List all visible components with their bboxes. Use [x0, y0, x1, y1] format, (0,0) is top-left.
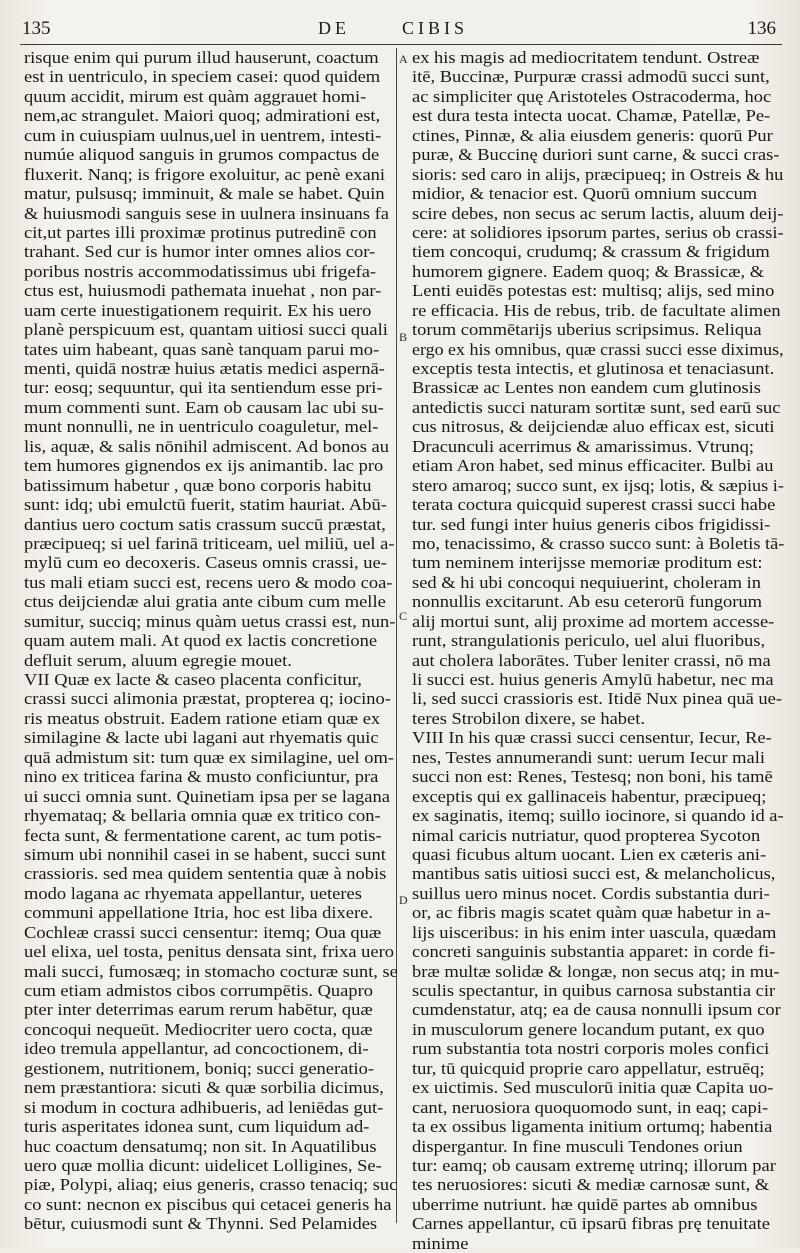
text-line: ac simpliciter quę Aristoteles Ostracoderma, hoc [412, 86, 772, 106]
text-line: mo, tenacissimo, & crasso succo sunt: à Boletis tā- [412, 533, 785, 553]
text-line: exceptis qui ex gallinaceis habentur, præcipueq; [412, 786, 767, 806]
text-line: nem præstantiora: sicuti & quæ sorbilia dicimus, [24, 1078, 384, 1098]
text-line: tus mali etiam succi est, recens uero & modo coa- [24, 572, 393, 592]
text-line: li, sed succi crassioris est. Itidē Nux pinea quā ue- [412, 689, 783, 709]
text-line: ctines, Pinnæ, & alia eiusdem generis: quorū Pur [412, 125, 773, 145]
text-line: mylū cum eo decoxeris. Caseus omnis crassi, ue- [24, 553, 387, 573]
text-line: re efficacia. His de rebus, trib. de facultate alimen [412, 300, 781, 320]
text-line: VII Quæ ex lacte & caseo placenta conficitur, [24, 670, 362, 689]
text-line: nes, Testes annumerandi sunt: uerum Iecur mali [412, 747, 765, 767]
section-marker-b: B [399, 330, 408, 344]
text-line: tur, tū quicquid proprie caro appellatur, estruēq; [412, 1058, 765, 1078]
text-line: mali succi, fumosæq; in stomacho cocturæ sunt, se [24, 961, 398, 981]
text-line: Cochleæ crassi succi censentur: itemq; Oua quæ [24, 922, 382, 942]
text-line: uberrime nutriunt. hæ quidē partes ab omnibus [412, 1194, 758, 1214]
right-text-column [412, 48, 784, 1253]
page-number-left: 135 [22, 18, 51, 39]
text-line: succi non est: Renes, Testesq; non boni, his tamē [412, 767, 773, 787]
text-line: runt, strangulationis periculo, uel alui fluoribus, [412, 631, 766, 651]
text-line: suillus uero minus nocet. Cordis substantia duri- [412, 883, 770, 903]
text-line: rhyemataq; & bellaria omnia quæ ex tritico con- [24, 806, 381, 826]
text-line: tem humores gignendos ex ijs animantib. lac pro [24, 456, 384, 476]
text-line: cum etiam admistos cibos corrumpētis. Quapro [24, 981, 374, 1000]
text-line: defluit serum, aluum egregie mouet. [24, 650, 292, 670]
text-line: sumitur, succiq; minus quàm uetus crassi est, nun- [24, 611, 396, 631]
text-line: VIII In his quæ crassi succi censentur, Iecur, Re- [412, 728, 772, 748]
text-line: nonnullis excitarunt. Ab esu ceterorū fungorum [412, 592, 763, 612]
text-line: ex uictimis. Sed musculorū initia quæ Capita uo- [412, 1078, 774, 1098]
text-line: fecta sunt, & fermentatione carent, ac tum potis- [24, 825, 382, 845]
section-marker-d: D [399, 893, 408, 907]
text-line: tates uim habeant, quas sanè tanquam parui mo- [24, 339, 380, 359]
text-line: cum in cuiuspiam uulnus,uel in uentrem, intesti- [24, 125, 382, 145]
text-line: est in uentriculo, in speciem casei: quod quidem [24, 67, 381, 87]
text-line: in musculorum genere locandum putant, ex quo [412, 1019, 765, 1039]
text-line: stero amaroq; succo sunt, ex ijsq; lotis, & sæpius i- [412, 475, 784, 495]
text-line: lis, aquæ, & salis nōnihil admiscent. Ad bonos au [24, 436, 389, 456]
text-line: aut cholera laborātes. Tuber leniter crassi, nō ma [412, 650, 771, 670]
text-line: ui succi omnia sunt. Quinetiam ipsa per se lagana [24, 786, 390, 806]
text-line: lijs uisceribus: in his enim inter uascula, quædam [412, 922, 777, 942]
text-line: numúe aliquod sanguis in grumos compactus de [24, 145, 380, 165]
text-line: ris meatus obstruit. Eadem ratione etiam quæ ex [24, 708, 381, 728]
text-line: quā admistum sit: tum quæ ex similagine, uel om- [24, 747, 395, 767]
text-line: ctus deijciendæ alui gratia ante cibum cum melle [24, 592, 386, 612]
text-line: sculis spectantur, in quibus carnosa substantia cir [412, 981, 776, 1000]
text-line: teres Strobilon dixere, se habet. [412, 708, 645, 728]
text-line: cere: at solidiores ipsorum partes, serius ob crassi- [412, 222, 784, 242]
text-line: præcipueq; si uel farinā triticeam, uel miliū, uel a- [24, 533, 395, 553]
text-line: fluxerit. Nanq; is frigore exoluitur, ac penè exani [24, 164, 386, 184]
text-line: piæ, Polypi, aliaq; eius generis, crasso tenaciq; suc [24, 1175, 398, 1195]
text-line: concreti sanguinis substantia apparet: in corde fi- [412, 942, 776, 962]
section-marker-c: C [399, 609, 408, 623]
text-line: bræ multæ solidæ & longæ, non secus atq; in mu- [412, 961, 780, 981]
text-line: si modum in coctura adhibueris, ad leniēdas gut- [24, 1097, 384, 1117]
text-line: uam certe inuestigationem requirit. Ex his uero [24, 300, 372, 320]
text-line: crassi succi alimonia præstat, propterea q; iocino- [24, 689, 391, 709]
text-line: cit,ut partes illi proximæ protinus putredinē con [24, 222, 377, 242]
text-line: minime [412, 1233, 469, 1253]
text-line: antedictis succi naturam sortitæ sunt, sed earū suc [412, 397, 781, 417]
text-line: torum commētarijs uberius scripsimus. Reliqua [412, 320, 762, 340]
text-line: munt nonnulli, ne in uentriculo coaguletur, mel- [24, 417, 379, 437]
text-line: tum neminem interijsse memoriæ proditum est: [412, 553, 763, 573]
text-line: Brassicæ ac Lentes non eandem cum glutinosis [412, 378, 762, 398]
text-line: quasi ficubus altum uocant. Lien ex cæteris ani- [412, 844, 767, 864]
text-line: ergo ex his omnibus, quæ crassi succi esse diximus, [412, 339, 784, 359]
text-line: quum accidit, mirum est quàm aggrauet homi- [24, 86, 367, 106]
text-line: trahant. Sed cur is humor inter omnes alios cor- [24, 242, 376, 262]
text-line: cumdenstatur, atq; ea de causa nonnulli ipsum cor [412, 1000, 781, 1020]
text-line: Lenti euidēs potestas est: multisq; alijs, sed mino [412, 281, 775, 301]
text-line: terata coctura quicquid superest crassi succi habe [412, 495, 776, 515]
text-line: alij mortui sunt, alij proxime ad mortem accesse- [412, 611, 775, 631]
text-line: scire debes, non secus ac serum lactis, aluum deij- [412, 203, 784, 223]
text-line: pter inter deterrimas earum rerum habētur, quæ [24, 1000, 373, 1020]
text-line: dispergantur. In fine musculi Tendones oriun [412, 1136, 743, 1156]
text-line: similagine & lacte ubi lagani aut rhyematis quic [24, 728, 379, 748]
text-line: est dura testa intecta uocat. Chamæ, Patellæ, Pe- [412, 106, 771, 126]
section-marker-a: A [399, 52, 408, 66]
text-line: or, ac fibris magis scatet quàm quæ habetur in a- [412, 903, 771, 923]
text-line: sioris: sed caro in alijs, præcipueq; in Ostreis & hu [412, 164, 784, 184]
text-line: sed & hi ubi concoqui nequiuerint, choleram in [412, 572, 761, 592]
running-header [0, 18, 800, 42]
text-line: ex saginatis, itemq; suillo iocinore, si quando id a- [412, 806, 784, 826]
text-line: cant, neruosiora quoquomodo sunt, in eaq; capi- [412, 1097, 769, 1117]
text-line: puræ, & Buccinę duriori sunt carne, & succi cras- [412, 145, 780, 165]
text-line: etiam Aron habet, sed minus efficaciter. Bulbi au [412, 456, 774, 476]
text-line: exceptis testa intectis, et glutinosa et tenaciasunt. [412, 359, 775, 378]
text-line: tiem concoqui, crudumq; & crassum & frigidum [412, 242, 770, 262]
text-line: tur. sed fungi inter huius generis cibos frigidissi- [412, 514, 771, 534]
text-line: tur: eosq; sequuntur, qui ita sentiendum esse pri- [24, 378, 383, 398]
text-line: planè perspicuum est, quantam uitiosi succi quali [24, 320, 388, 340]
text-line: Dracunculi acerrimus & amarissimus. Vtrunq; [412, 436, 754, 456]
page-number-right: 136 [747, 18, 776, 39]
text-line: crassioris. sed mea quidem sententia quæ à nobis [24, 864, 387, 884]
text-line: uel elixa, uel tosta, penitus densata sint, frixa uero [24, 942, 395, 962]
text-line: gestionem, nutritionem, boniq; succi generatio- [24, 1058, 375, 1078]
text-line: midior, & tenacior est. Quorū omnium succum [412, 184, 758, 204]
text-line: mum commenti sunt. Eam ob causam lac ubi su- [24, 397, 384, 417]
text-line: ideo tremula appellantur, ad concoctionem, di- [24, 1039, 369, 1059]
text-line: simum ubi nonnihil casei in se habent, succi sunt [24, 844, 386, 864]
text-line: nino ex triticea farina & musto conficiuntur, pra [24, 767, 379, 787]
text-line: quam autem mali. At quod ex lactis concretione [24, 631, 378, 651]
text-line: menti, quidā nostræ huius ætatis medici aspernā- [24, 359, 385, 378]
running-title-right: CIBIS [402, 18, 469, 38]
text-line: communi appellatione Itria, hoc est liba dixere. [24, 903, 373, 923]
text-line: modo lagana ac rhyemata appellantur, ueteres [24, 883, 362, 903]
text-line: concoqui nequeūt. Mediocriter uero cocta, quæ [24, 1019, 373, 1039]
text-line: rum substantia tota nostri corporis moles confici [412, 1039, 770, 1059]
text-line: risque enim qui purum illud hauserunt, coactum [24, 48, 379, 67]
text-line: matur, pulsusq; imminuit, & male se habet. Quin [24, 184, 385, 204]
text-line: sunt: idq; ubi emulctū fuerit, statim hauriat. Abū- [24, 495, 387, 515]
text-line: & huiusmodi sanguis sese in uulnera insinuans fa [24, 203, 389, 223]
text-line: cus nitrosus, & deijciendæ aluo efficax est, sicuti [412, 417, 775, 437]
text-line: Carnes appellantur, cū ipsarū fibras prę tenuitate [412, 1214, 770, 1234]
running-title-left: DE [318, 18, 350, 38]
text-line: poribus nostris accommodatissimus ubi frigefa- [24, 261, 377, 281]
text-line: ex his magis ad mediocritatem tendunt. Ostreæ [412, 48, 760, 67]
text-line: nimal caricis nutriatur, quod propterea Sycoton [412, 825, 761, 845]
text-line: nem,ac strangulet. Maiori quoq; admirationi est, [24, 106, 381, 126]
left-text-column [24, 48, 398, 1234]
text-line: batissimum habetur , quæ bono corporis habitu [24, 475, 372, 495]
text-line: dantius uero coctum satis crassum succū præstat, [24, 514, 386, 534]
text-line: tes neruosiores: sicuti & mediæ carnosæ sunt, & [412, 1175, 770, 1195]
text-line: itē, Buccinæ, Purpuræ crassi admodū succi sunt, [412, 67, 770, 87]
text-line: uero quæ mollia dicunt: uidelicet Lolligines, Se- [24, 1155, 382, 1175]
text-line: li succi est. huius generis Amylū habetur, nec ma [412, 670, 774, 689]
text-line: huc coactum densatumq; non sit. In Aquatilibus [24, 1136, 377, 1156]
text-line: ctus est, huiusmodi pathemata inuehat , non par- [24, 281, 382, 301]
text-line: turis asperitates idonea sunt, cum liquidum ad- [24, 1117, 370, 1137]
text-line: tur: eamq; ob causam extremę utrinq; illorum par [412, 1155, 776, 1175]
header-rule [20, 44, 782, 45]
text-line: ta ex ossibus ligamenta initium ortumq; habentia [412, 1117, 773, 1137]
text-line: humorem gignere. Eadem quoq; & Brassicæ, & [412, 261, 765, 281]
text-line: mantibus satis uitiosi succi est, & melancholicus, [412, 864, 776, 884]
text-line: co sunt: necnon ex piscibus qui cetacei generis ha [24, 1194, 392, 1214]
text-line: bētur, cuiusmodi sunt & Thynni. Sed Pelamides [24, 1214, 378, 1234]
